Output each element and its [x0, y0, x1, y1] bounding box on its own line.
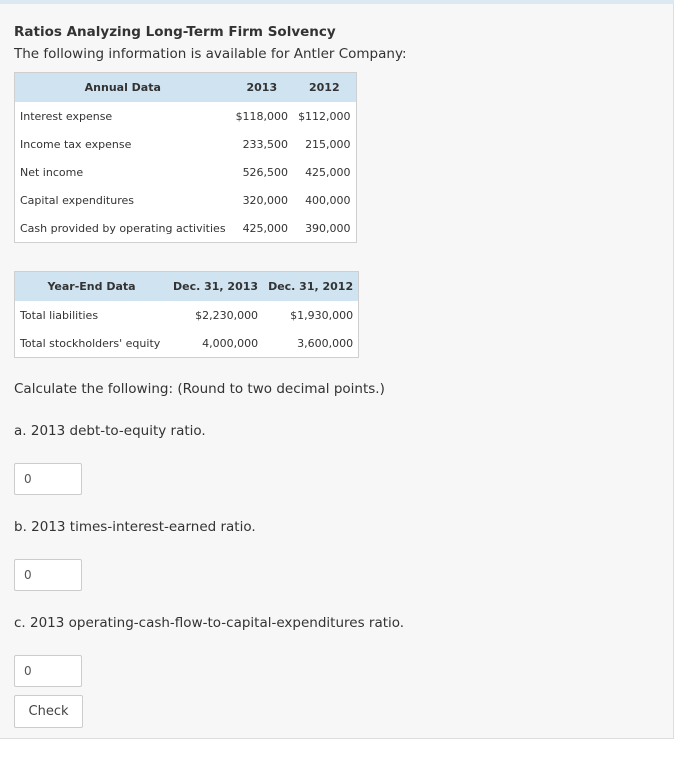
table-row: [15, 102, 357, 130]
table-header-row: [15, 272, 359, 302]
row-label: Total stockholders' equity: [20, 336, 161, 350]
problem-panel: [0, 4, 674, 739]
cell-2012: 3,600,000: [297, 336, 354, 350]
column-header: Dec. 31, 2013: [168, 272, 263, 302]
question-c-label: c. 2013 operating-cash-flow-to-capital-expenditures ratio.: [14, 615, 405, 631]
row-label: Income tax expense: [20, 137, 132, 151]
table-row: [15, 130, 357, 158]
annual-data-table: [14, 72, 357, 243]
instructions-text: Calculate the following: (Round to two decimal points.): [14, 381, 385, 397]
cell-2013: 4,000,000: [202, 336, 259, 350]
cash-flow-to-capex-input[interactable]: [14, 655, 82, 687]
cell-2012: 425,000: [305, 165, 351, 179]
question-a-label: a. 2013 debt-to-equity ratio.: [14, 423, 206, 439]
table-row: [15, 186, 357, 214]
column-header: 2013: [231, 73, 294, 103]
times-interest-earned-input[interactable]: [14, 559, 82, 591]
problem-subtitle: The following information is available for Antler Company:: [14, 46, 407, 62]
cell-2013: $2,230,000: [195, 308, 259, 322]
table-row: [15, 158, 357, 186]
cell-2013: $118,000: [235, 109, 289, 123]
cell-2013: 425,000: [242, 221, 289, 235]
column-header: Annual Data: [15, 73, 231, 103]
cell-2012: 390,000: [305, 221, 351, 235]
row-label: Capital expenditures: [20, 193, 134, 207]
table-row: [15, 329, 359, 358]
row-label: Interest expense: [20, 109, 113, 123]
column-header: 2012: [293, 73, 356, 103]
column-header: Year-End Data: [15, 272, 169, 302]
table-row: [15, 301, 359, 329]
column-header: Dec. 31, 2012: [263, 272, 359, 302]
row-label: Net income: [20, 165, 84, 179]
cell-2012: 215,000: [305, 137, 351, 151]
row-label: Cash provided by operating activities: [20, 221, 226, 235]
check-button[interactable]: Check: [14, 695, 83, 728]
cell-2013: 233,500: [242, 137, 289, 151]
table-header-row: [15, 73, 357, 103]
question-b-label: b. 2013 times-interest-earned ratio.: [14, 519, 256, 535]
cell-2012: $112,000: [298, 109, 351, 123]
cell-2013: 320,000: [242, 193, 289, 207]
table-row: [15, 214, 357, 243]
problem-title: Ratios Analyzing Long-Term Firm Solvency: [14, 24, 336, 40]
year-end-data-table: [14, 271, 359, 358]
row-label: Total liabilities: [20, 308, 99, 322]
cell-2013: 526,500: [242, 165, 289, 179]
debt-to-equity-input[interactable]: [14, 463, 82, 495]
cell-2012: $1,930,000: [290, 308, 354, 322]
cell-2012: 400,000: [305, 193, 351, 207]
